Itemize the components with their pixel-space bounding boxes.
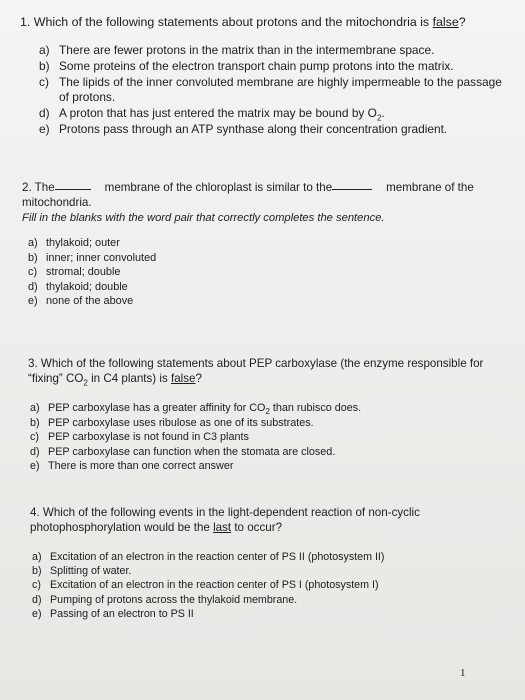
option-d: d) A proton that has just entered the matrix may be bound by $O_2$.: [39, 106, 385, 123]
question-3: [28, 356, 488, 474]
question-2-stem: 2. The membrane of the chloroplast is similar to the membrane of the: [22, 181, 474, 194]
option-e: e) none of the above: [28, 295, 134, 308]
question-1: [20, 15, 515, 138]
question-4-stem: 4. Which of the following events in the light-dependent reaction of non-cyclic photophosphorylation would be the last to occur?: [30, 506, 420, 534]
question-3-options: [30, 401, 488, 474]
option-b: b) Some proteins of the electron transport chain pump protons into the matrix.: [39, 58, 454, 73]
option-a: a) There are fewer protons in the matrix than in the intermembrane space.: [39, 43, 435, 57]
option-a: a) PEP carboxylase has a greater affinity for $CO_2$ than rubisco does.: [30, 402, 362, 417]
question-4-options: [32, 550, 470, 621]
option-e: e) Passing of an electron to PS II: [32, 607, 194, 620]
option-c: c) Excitation of an electron in the reaction center of PS I (photosystem I): [32, 579, 379, 592]
question-4: [30, 505, 470, 621]
option-d: d) thylakoid; double: [28, 280, 128, 293]
option-b: b) Splitting of water.: [32, 565, 132, 578]
option-a: a) thylakoid; outer: [28, 237, 120, 249]
option-c: c) PEP carboxylase is not found in C3 plants: [30, 431, 249, 444]
option-d: d) PEP carboxylase can function when the stomata are closed.: [30, 445, 336, 458]
option-e: e) There is more than one correct answer: [30, 460, 234, 473]
option-c: c) The lipids of the inner convoluted membrane are highly impermeable to the passage of protons.: [39, 74, 502, 105]
option-b: b) inner; inner convoluted: [28, 251, 157, 264]
emphasis-last: last: [213, 521, 232, 534]
option-e: e) Protons pass through an ATP synthase along their concentration gradient.: [39, 121, 448, 136]
emphasis-false: false: [432, 15, 459, 29]
page-number: 1: [460, 667, 466, 679]
option-c: c) stromal; double: [28, 266, 121, 279]
question-2: [22, 180, 502, 309]
option-b: b) PEP carboxylase uses ribulose as one of its substrates.: [30, 416, 314, 429]
question-1-options: [39, 43, 515, 138]
question-2-instruction: Fill in the blanks with the word pair that correctly completes the sentence.: [22, 212, 385, 224]
question-1-stem: 1. Which of the following statements about protons and the mitochondria is false?: [20, 15, 466, 29]
question-3-stem: 3. Which of the following statements about PEP carboxylase (the enzyme responsible for “fixing” $CO_2$ in C4 plants) is false?: [28, 357, 484, 388]
fill-blank-1: [55, 188, 91, 190]
question-2-stem-cont: mitochondria.: [22, 196, 92, 209]
option-a: a) Excitation of an electron in the reaction center of PS II (photosystem II): [32, 551, 385, 563]
fill-blank-2: [332, 188, 372, 190]
question-2-options: [28, 236, 502, 309]
option-d: d) Pumping of protons across the thylakoid membrane.: [32, 593, 298, 606]
emphasis-false: false: [170, 372, 196, 385]
